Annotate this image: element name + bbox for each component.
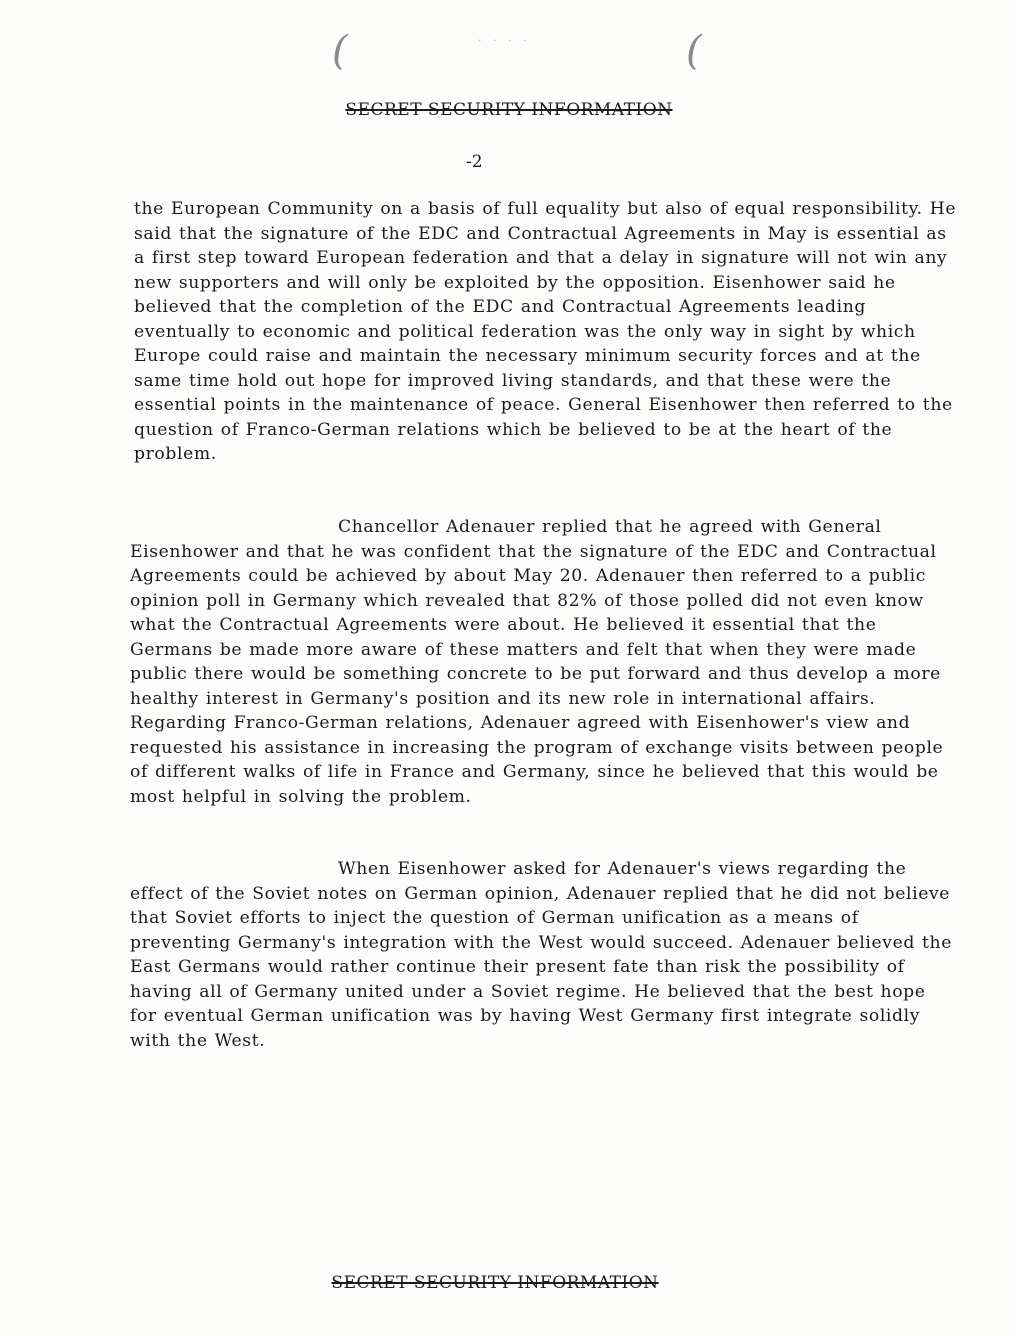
punch-hole-mark-left: ( — [332, 28, 348, 74]
page-number: -2 — [466, 152, 483, 172]
paragraph-1-text: the European Community on a basis of full equality but also of equal responsibility. He said that the signature of the EDC and Contractual Agreements in May is essential as a first step toward European federation and that a delay in signature will not win any new supporters and will only be exploited by the opposition. Eisenhower said he believed that the completion of the EDC and Contractual Agreements leading eventually to economic and political federation was the only way in sight by which Europe could raise and maintain the necessary minimum security forces and at the same time hold out hope for improved living standards, and that these were the essential points in the maintenance of peace. General Eisenhower then referred to the question of Franco-German relations which be believed to be at the heart of the problem. — [134, 199, 957, 464]
classification-header — [0, 100, 1018, 120]
classification-footer-text: SECRET SECURITY INFORMATION — [331, 1273, 659, 1293]
punch-hole-mark-right: ( — [686, 28, 702, 74]
paragraph-2-text: Chancellor Adenauer replied that he agreed with General Eisenhower and that he was confident that the signature of the EDC and Contractual Agreements could be achieved by about May 20. Adenauer then referred to a public opinion poll in Germany which revealed that 82% of those polled did not even know what the Contractual Agreements were about. He believed it essential that the Germans be made more aware of these matters and felt that when they were made public there would be something concrete to be put forward and thus develop a more healthy interest in Germany's position and its new role in international affairs. Regarding Franco-German relations, Adenauer agreed with Eisenhower's view and requested his assistance in increasing the program of exchange visits between people of different walks of life in France and Germany, since he believed that this would be most helpful in solving the problem. — [130, 517, 944, 807]
punch-hole-marks: · · · · — [478, 34, 531, 47]
paragraph-3 — [130, 857, 956, 1053]
paragraph-1 — [134, 197, 960, 467]
paragraph-3-text: When Eisenhower asked for Adenauer's views regarding the effect of the Soviet notes on German opinion, Adenauer replied that he did not believe that Soviet efforts to inject the question of German unification as a means of preventing Germany's integration with the West would succeed. Adenauer believed the East Germans would rather continue their present fate than risk the possibility of having all of Germany united under a Soviet regime. He believed that the best hope for eventual German unification was by having West Germany first integrate solidly with the West. — [130, 859, 952, 1051]
classification-footer — [0, 1273, 1004, 1293]
classification-header-text: SECRET SECURITY INFORMATION — [345, 100, 673, 120]
paragraph-2 — [130, 515, 956, 809]
